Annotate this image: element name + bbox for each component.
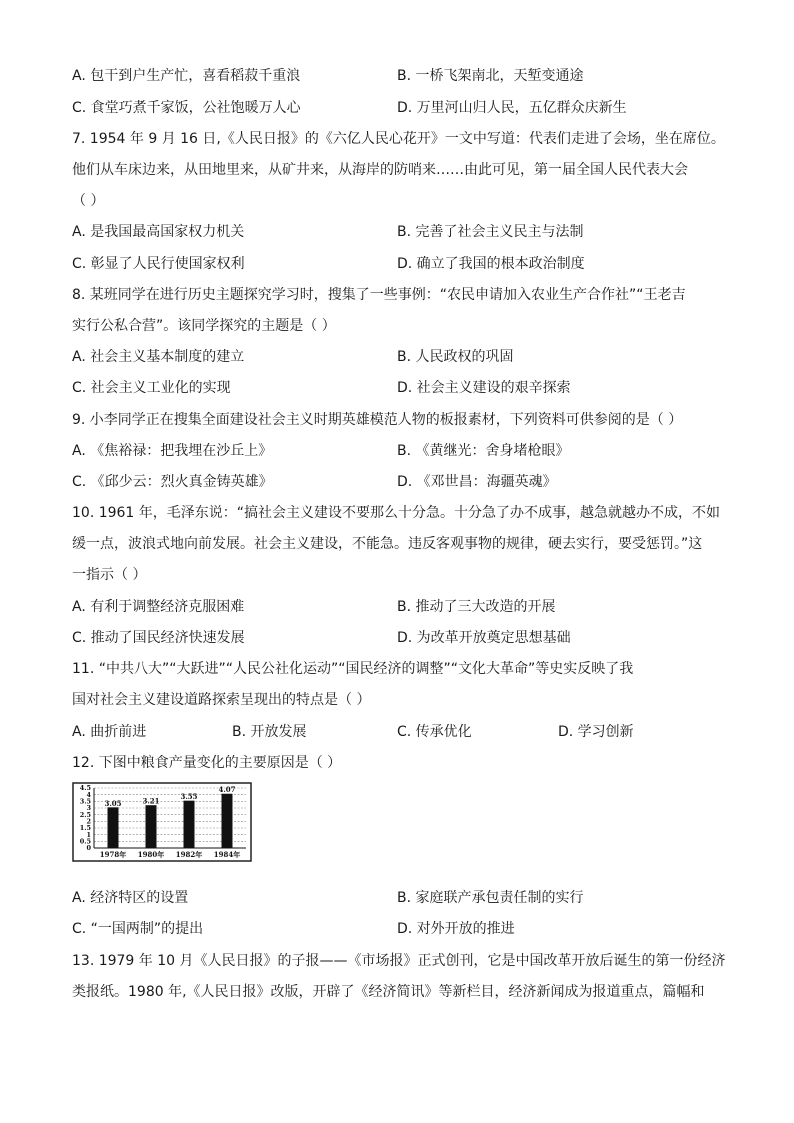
q12-option-d: D. 对外开放的推进 bbox=[397, 921, 515, 937]
q12-option-a: A. 经济特区的设置 bbox=[72, 890, 189, 906]
q9-stem-line-1: 9. 小李同学正在搜集全面建设社会主义时期英雄模范人物的板报素材，下列资料可供参阅的是（ ） bbox=[72, 412, 683, 428]
q13-stem-line-2: 类报纸。1980 年,《人民日报》改版，开辟了《经济简讯》等新栏目，经济新闻成为报道重点，篇幅和 bbox=[72, 984, 705, 1000]
chart-bar bbox=[108, 807, 119, 848]
chart-y-tick-label: 3.5 bbox=[79, 797, 91, 806]
chart-x-tick-label: 1984年 bbox=[213, 850, 241, 859]
q11-option-d: D. 学习创新 bbox=[558, 724, 634, 740]
q9-option-b: B. 《黄继光：舍身堵枪眼》 bbox=[397, 443, 570, 459]
chart-x-tick-label: 1980年 bbox=[137, 850, 165, 859]
q6-option-b: B. 一桥飞架南北，天堑变通途 bbox=[397, 68, 584, 84]
q12-option-b: B. 家庭联产承包责任制的实行 bbox=[397, 890, 584, 906]
q7-option-d: D. 确立了我国的根本政治制度 bbox=[397, 256, 585, 272]
q9-option-d: D. 《邓世昌：海疆英魂》 bbox=[397, 474, 557, 490]
q13-stem-line-1: 13. 1979 年 10 月《人民日报》的子报——《市场报》正式创刊，它是中国改革开放后诞生的第一份经济 bbox=[72, 953, 726, 969]
q11-option-b: B. 开放发展 bbox=[232, 724, 307, 740]
q7-option-b: B. 完善了社会主义民主与法制 bbox=[397, 224, 584, 240]
q11-stem-line-1: 11. “中共八大”“大跃进”“人民公社化运动”“国民经济的调整”“文化大革命”等史实反映了我 bbox=[72, 661, 634, 677]
q7-option-a: A. 是我国最高国家权力机关 bbox=[72, 224, 245, 240]
q8-option-b: B. 人民政权的巩固 bbox=[397, 349, 514, 365]
q6-option-c: C. 食堂巧煮千家饭，公社饱暖万人心 bbox=[72, 100, 301, 116]
chart-x-tick-label: 1982年 bbox=[175, 850, 203, 859]
chart-y-tick-label: 3 bbox=[86, 804, 91, 813]
q10-option-d: D. 为改革开放奠定思想基础 bbox=[397, 630, 571, 646]
q8-stem-line-2: 实行公私合营”。该同学探究的主题是（ ） bbox=[72, 318, 336, 334]
chart-bar bbox=[222, 794, 233, 848]
q11-stem-line-2: 国对社会主义建设道路探索呈现出的特点是（ ） bbox=[72, 692, 371, 708]
q8-option-a: A. 社会主义基本制度的建立 bbox=[72, 349, 245, 365]
q11-option-a: A. 曲折前进 bbox=[72, 724, 147, 740]
chart-value-label: 3.55 bbox=[180, 792, 198, 802]
chart-y-tick-label: 2.5 bbox=[79, 810, 91, 819]
chart-value-label: 4.07 bbox=[218, 785, 236, 795]
q6-option-a: A. 包干到户生产忙，喜看稻菽千重浪 bbox=[72, 68, 301, 84]
chart-y-tick-label: 4.5 bbox=[79, 784, 91, 793]
q10-stem-line-1: 10. 1961 年，毛泽东说：“搞社会主义建设不要那么十分急。十分急了办不成事，越急就越办不成，不如 bbox=[72, 505, 721, 521]
chart-x-tick-label: 1978年 bbox=[99, 850, 127, 859]
chart-y-tick-label: 4 bbox=[86, 790, 91, 799]
grain-output-chart bbox=[72, 782, 252, 862]
q8-option-c: C. 社会主义工业化的实现 bbox=[72, 380, 231, 396]
chart-y-tick-label: 0.5 bbox=[79, 837, 91, 846]
chart-y-tick-label: 1 bbox=[86, 830, 91, 839]
q7-option-c: C. 彰显了人民行使国家权利 bbox=[72, 256, 245, 272]
q7-stem-line-1: 7. 1954 年 9 月 16 日,《人民日报》的《六亿人民心花开》一文中写道：代表们走进了会场，坐在席位。 bbox=[72, 131, 725, 147]
chart-value-label: 3.21 bbox=[142, 796, 160, 806]
q9-option-a: A. 《焦裕禄：把我埋在沙丘上》 bbox=[72, 443, 273, 459]
q12-option-c: C. “一国两制”的提出 bbox=[72, 921, 204, 937]
q8-option-d: D. 社会主义建设的艰辛探索 bbox=[397, 380, 571, 396]
grain-output-chart-svg bbox=[72, 782, 252, 862]
q7-answer-blank: （ ） bbox=[72, 193, 105, 209]
chart-bar bbox=[146, 805, 157, 848]
q7-stem-line-2: 他们从车床边来，从田地里来，从矿井来，从海岸的防哨来……由此可见，第一届全国人民代表大会 bbox=[72, 162, 688, 178]
chart-y-tick-label: 2 bbox=[86, 817, 91, 826]
q6-option-d: D. 万里河山归人民，五亿群众庆新生 bbox=[397, 100, 627, 116]
q10-stem-line-2: 缓一点，波浪式地向前发展。社会主义建设，不能急。违反客观事物的规律，硬去实行，要受惩罚。”这 bbox=[72, 536, 703, 552]
chart-y-tick-label: 1.5 bbox=[79, 824, 91, 833]
q8-stem-line-1: 8. 某班同学在进行历史主题探究学习时，搜集了一些事例：“农民申请加入农业生产合作社”“王老吉 bbox=[72, 287, 686, 303]
q10-option-b: B. 推动了三大改造的开展 bbox=[397, 599, 556, 615]
q10-option-c: C. 推动了国民经济快速发展 bbox=[72, 630, 245, 646]
chart-y-tick-label: 0 bbox=[86, 844, 91, 853]
q10-option-a: A. 有利于调整经济克服困难 bbox=[72, 599, 245, 615]
q10-stem-line-3: 一指示（ ） bbox=[72, 567, 147, 583]
q9-option-c: C. 《邱少云：烈火真金铸英雄》 bbox=[72, 474, 273, 490]
q11-option-c: C. 传承优化 bbox=[397, 724, 472, 740]
q12-stem-line-1: 12. 下图中粮食产量变化的主要原因是（ ） bbox=[72, 755, 342, 771]
chart-bar bbox=[184, 801, 195, 848]
chart-value-label: 3.05 bbox=[104, 798, 122, 808]
